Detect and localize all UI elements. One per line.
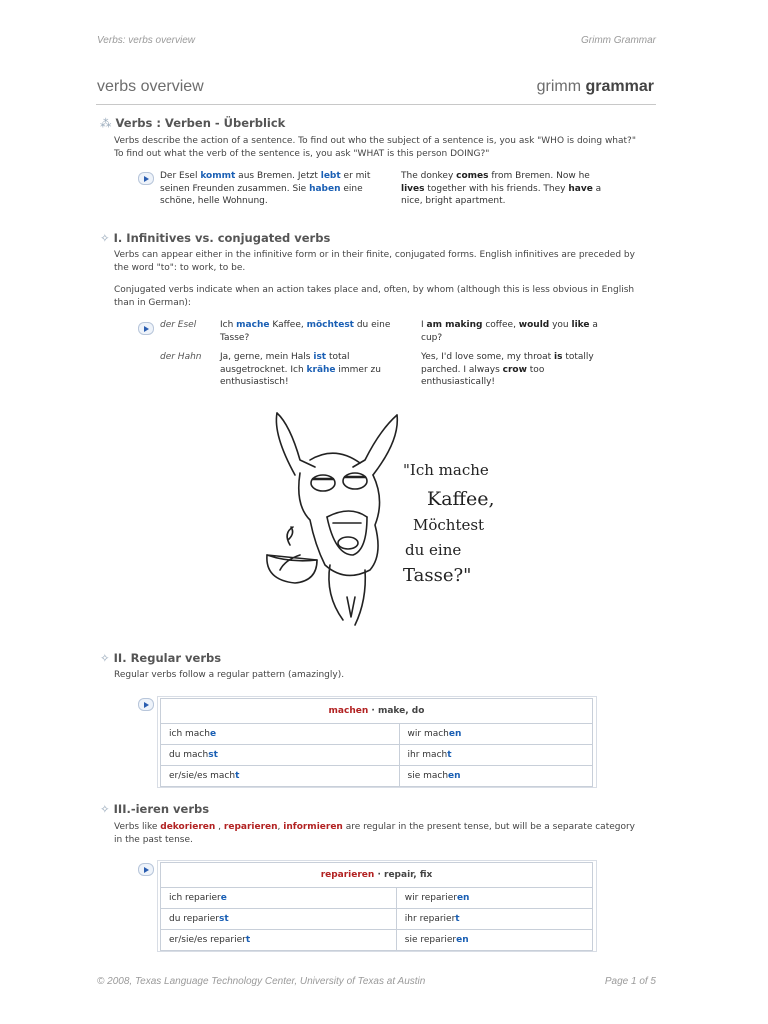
intro-heading [100,116,285,130]
table-header [161,863,593,888]
text: from Bremen. Now he [488,171,590,181]
table-cell [399,745,592,766]
text: seinen Freunden zusammen. Sie [160,183,310,194]
stem: sie reparier [404,935,457,945]
line: the word "to": to work, to be. [114,262,246,273]
table-cell [396,930,592,951]
cartoon-caption-4: du eine [405,541,462,559]
verb: have [568,183,593,194]
text: aus Bremen. Jetzt [235,171,321,181]
text: , [277,822,284,832]
text: Verbs like [114,822,161,832]
table-row [161,724,593,745]
section-bullet-icon: ✧ [100,802,110,816]
text: total [326,352,350,362]
speaker-hahn: der Hahn [160,352,202,362]
conjugation-table-machen [160,698,593,787]
intro-heading-text: Verbs : Verben - Überblick [115,116,286,130]
text: totally [562,352,594,362]
table-row [161,909,593,930]
table-row [161,766,593,787]
text: together with his friends. They [424,183,569,194]
text: too [526,364,545,375]
verb: crow [502,364,527,375]
dialogue-de-1 [220,319,405,344]
verb: am making [426,320,483,330]
text: a [589,320,598,330]
text: nice, bright apartment. [401,196,506,206]
verb: reparieren [223,822,278,832]
text: Yes, I'd love some, my throat [421,352,555,362]
line: Verbs can appear either in the infinitive form or in their finite, conjugated forms. English infinitives are preceded by [114,250,635,260]
ending: st [218,914,229,924]
audio-play-button[interactable] [138,172,154,185]
cartoon-caption-5: Tasse?" [403,565,472,586]
text: enthusiastically! [421,377,495,387]
text: parched. I always [421,364,503,375]
verb: reparieren [320,870,375,880]
text: Ja, gerne, mein Hals [220,352,314,362]
stem: sie mach [407,771,449,781]
verb: ist [313,352,327,362]
table-cell [399,724,592,745]
footer-copyright: © 2008, Texas Language Technology Center, University of Texas at Austin [97,976,426,987]
table-cell [161,745,400,766]
verb: möchtest [306,320,354,330]
text: schöne, helle Wohnung. [160,196,268,206]
text: enthusiastisch! [220,377,289,387]
ending: e [209,729,217,739]
separator: · [368,706,378,716]
stem: du reparier [169,914,219,924]
section3-heading-text: III.-ieren verbs [113,802,210,816]
stem: wir reparier [404,893,457,903]
table-cell [399,766,592,787]
verb: kommt [200,171,236,181]
text: ausgetrocknet. Ich [220,364,307,375]
section-bullet-icon: ✧ [100,231,110,245]
cartoon-caption-3: Möchtest [413,516,485,534]
text: du eine [353,320,391,330]
title-rule [96,104,656,105]
table-cell [161,766,400,787]
verb: lebt [320,171,341,181]
text: eine [340,183,363,194]
section2-heading-text: II. Regular verbs [113,651,222,665]
stem: ich mach [169,729,210,739]
ending: t [245,935,251,945]
stem: wir mach [407,729,449,739]
text: Der Esel [160,171,201,181]
dialogue-en-1 [421,319,621,344]
ending: t [235,771,240,781]
text: Ich [220,320,237,330]
table-header-row [161,699,593,724]
text: a [592,183,602,194]
ending: e [220,893,227,903]
text: , [215,822,224,832]
section1-paragraph-1 [114,249,654,274]
brand-light: grimm [536,78,586,95]
intro-line-1: Verbs describe the action of a sentence. To find out who the subject of a sentence is, you ask "WHO is doing what?" [114,136,636,146]
text: cup? [421,332,443,343]
ending: st [208,750,218,760]
running-header-right: Grimm Grammar [581,35,656,46]
audio-play-button[interactable] [138,863,154,876]
ending: en [448,729,462,739]
text: coffee, [482,320,519,330]
section3-heading [100,802,209,816]
table-row [161,930,593,951]
conjugation-table-reparieren [160,862,593,951]
stem: ihr mach [407,750,448,760]
footer-page-number: Page 1 of 5 [604,976,656,987]
separator: · [374,870,385,880]
audio-play-button[interactable] [138,698,154,711]
brand-bold: grammar [585,78,654,95]
intro-line-2: To find out what the verb of the sentence is, you ask "WHAT is this person DOING?" [114,148,490,159]
line: in the past tense. [114,834,193,845]
text: I [421,320,427,330]
text: Kaffee, [269,320,307,330]
running-header-left: Verbs: verbs overview [97,35,195,46]
verb: would [518,320,550,330]
text: immer zu [335,364,381,375]
ending: en [456,935,469,945]
table-cell [396,888,592,909]
stem: ihr reparier [404,914,456,924]
section-bullet-icon: ⁂ [100,116,112,130]
speaker-esel: der Esel [160,320,197,330]
verb: krähe [306,364,336,375]
dialogue-en-2 [421,351,621,389]
table-row [161,745,593,766]
section1-paragraph-2 [114,284,654,309]
verb: like [571,320,590,330]
brand-title [537,78,654,96]
table-cell [396,909,592,930]
table-cell [161,909,397,930]
ending: t [455,914,460,924]
table-row [161,888,593,909]
text: The donkey [401,171,457,181]
section-bullet-icon: ✧ [100,651,110,665]
text: er mit [340,171,371,181]
table-cell [161,888,397,909]
verb: informieren [283,822,343,832]
section1-heading-text: I. Infinitives vs. conjugated verbs [113,231,331,245]
table-cell [161,930,397,951]
verb: lives [401,183,425,194]
line: than in German): [114,297,191,308]
verb: machen [328,706,369,716]
cartoon-caption-1: "Ich mache [403,461,489,479]
verb: is [554,352,563,362]
verb: comes [456,171,489,181]
verb: haben [309,183,341,194]
stem: er/sie/es mach [169,771,236,781]
stem: ich reparier [169,893,221,903]
ending: en [456,893,470,903]
table-header-row [161,863,593,888]
audio-play-button[interactable] [138,322,154,335]
table-header [161,699,593,724]
example-en [401,170,621,208]
ending: en [448,771,461,781]
ending: t [447,750,452,760]
text: you [549,320,572,330]
donkey-cartoon [255,405,525,635]
verb: dekorieren [160,822,216,832]
stem: du mach [169,750,209,760]
section2-text: Regular verbs follow a regular pattern (amazingly). [114,670,345,680]
verb: mache [236,320,270,330]
table-cell [161,724,400,745]
example-de [160,170,385,208]
line: Conjugated verbs indicate when an action takes place and, often, by whom (although this is less obvious in English [114,285,635,295]
section1-heading [100,231,330,245]
translation: make, do [377,706,425,716]
page-title: verbs overview [97,78,204,95]
text: Tasse? [220,332,250,343]
section3-text [114,821,654,846]
section2-heading [100,651,221,665]
stem: er/sie/es reparier [169,935,246,945]
dialogue-de-2 [220,351,405,389]
translation: repair, fix [384,870,433,880]
intro-paragraph [114,135,654,160]
cartoon-caption-2: Kaffee, [427,488,495,510]
text: are regular in the present tense, but will be a separate category [342,822,636,832]
